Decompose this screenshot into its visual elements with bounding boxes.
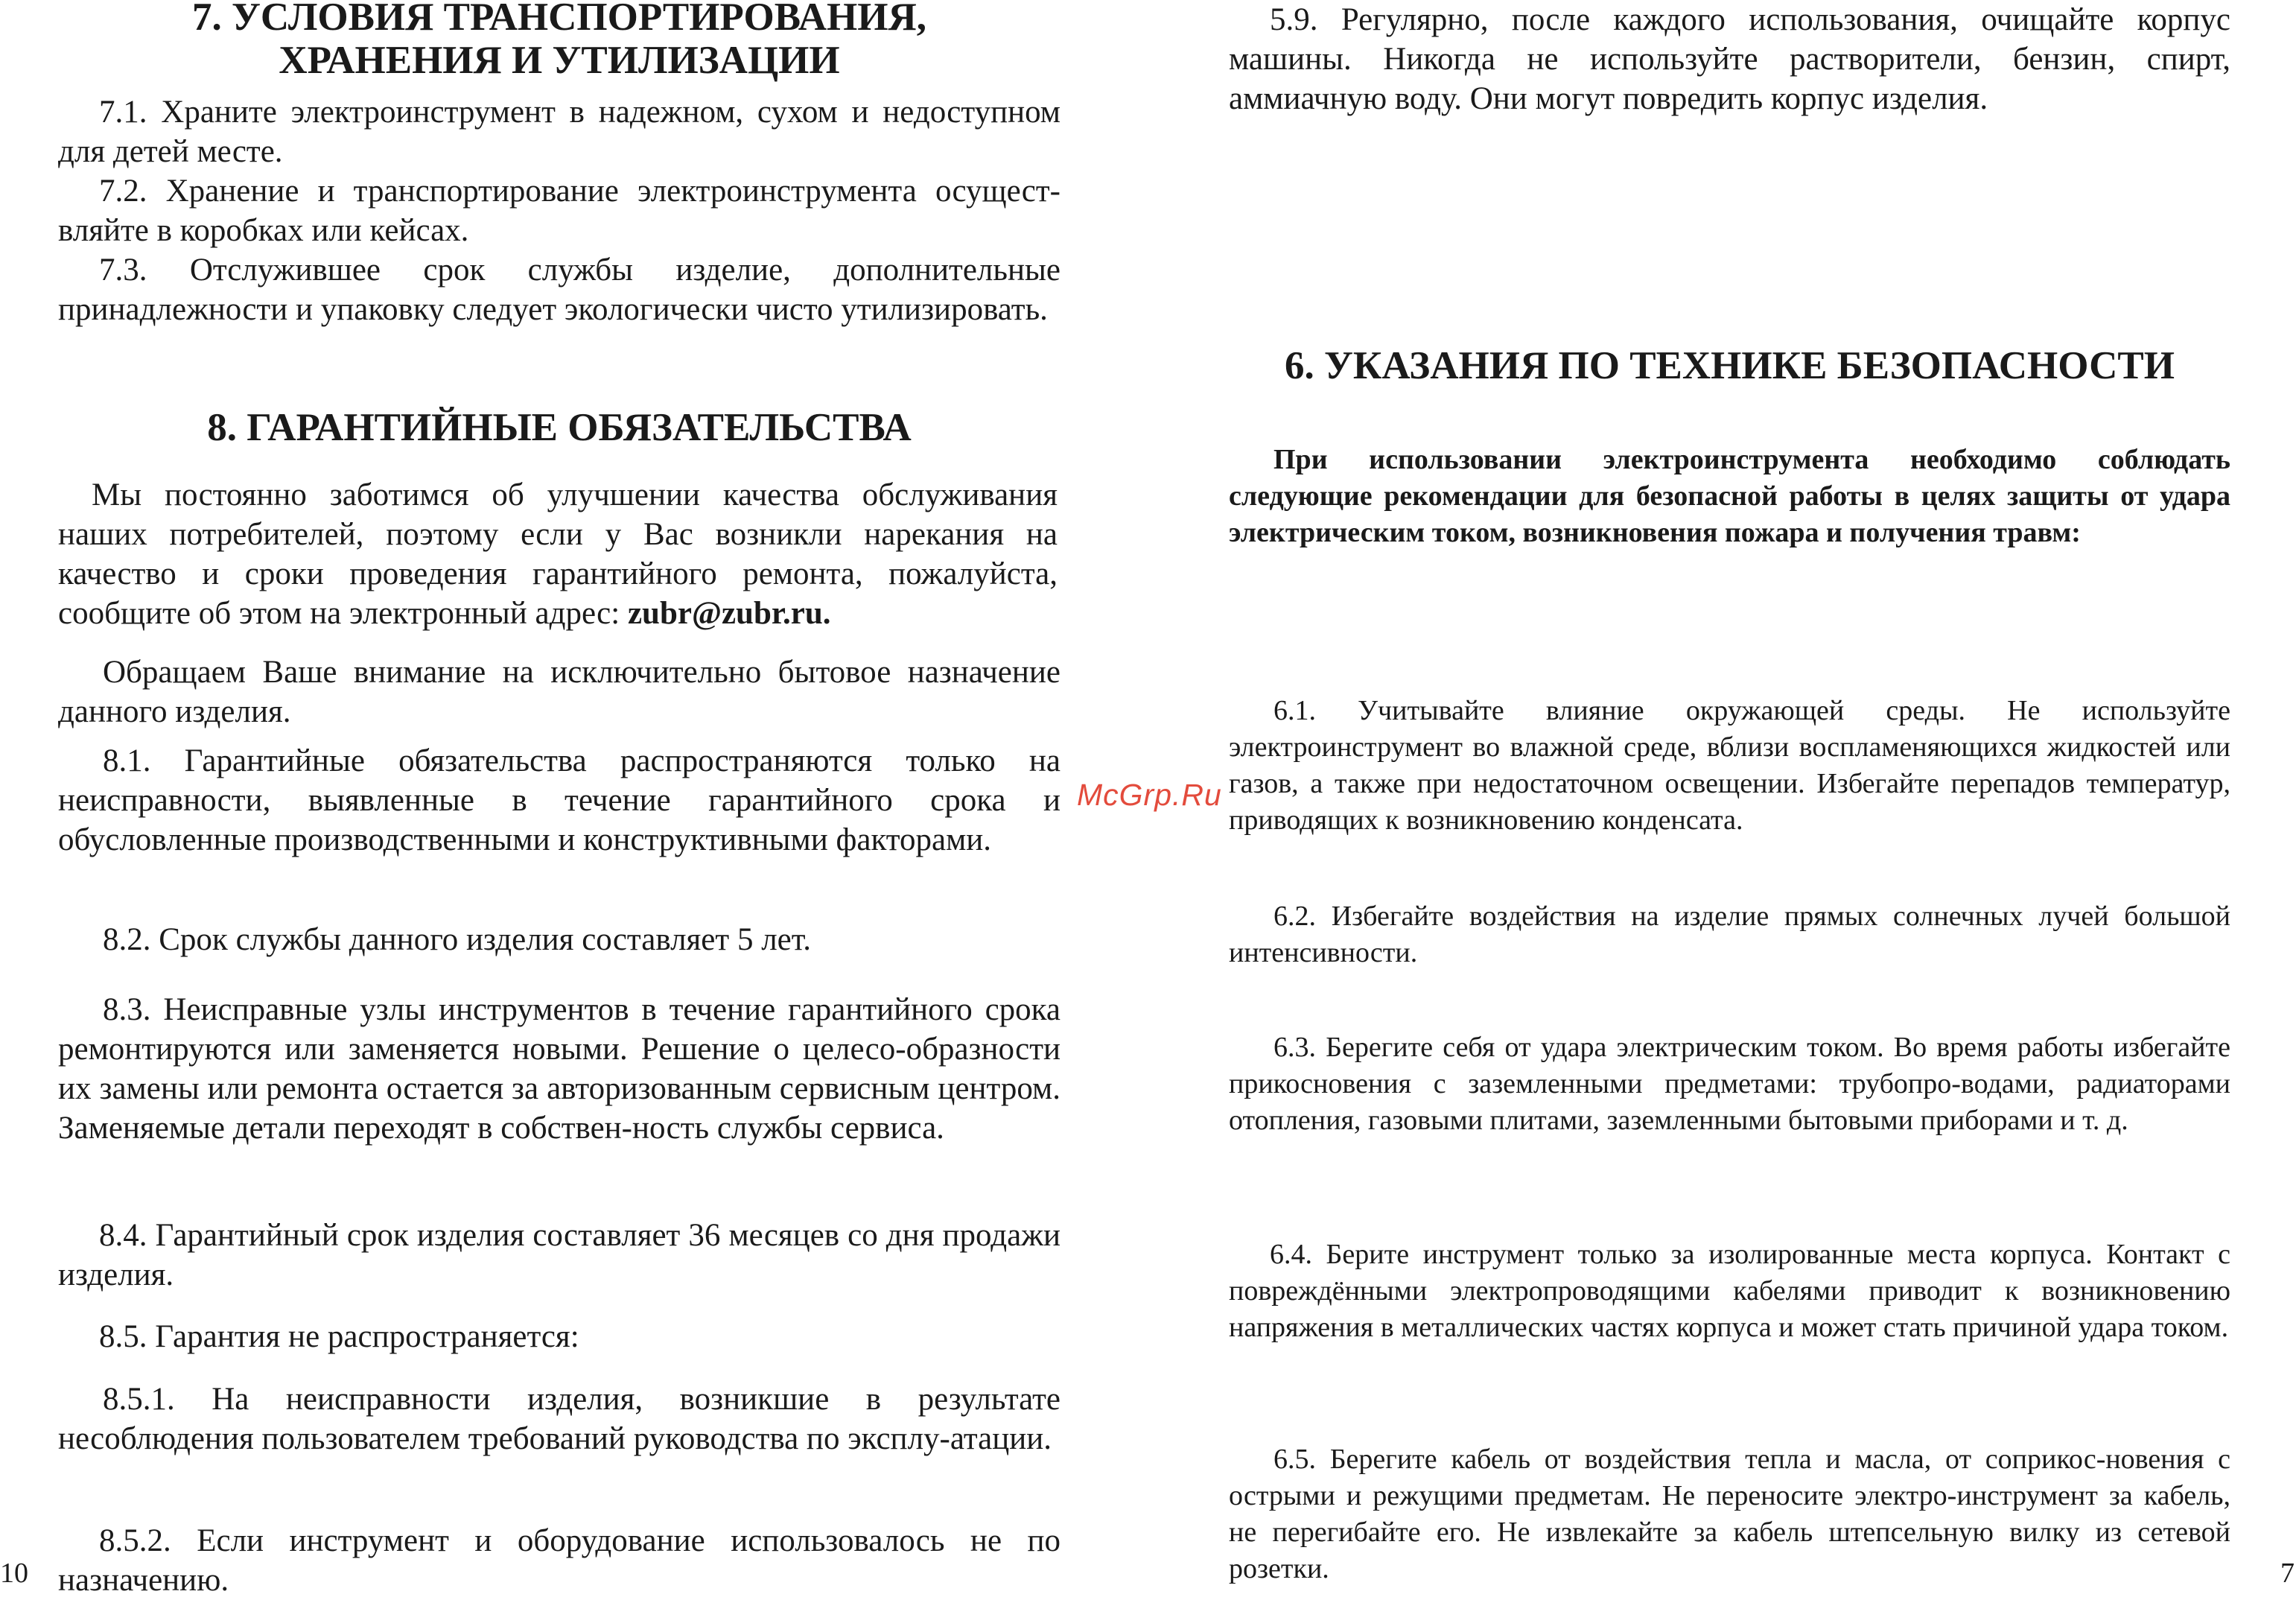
left-page-number: 10 [0,1558,28,1589]
paragraph-6-3: 6.3. Берегите себя от удара электрическим током. Во время работы избегайте прикосновения с заземленными предметами: трубопро-водами, радиаторами отопления, газовыми плитами, заземленными бытовыми приборами и т. д. [1229,1032,2230,1136]
paragraph-8-intro [58,475,1058,633]
email-link[interactable]: zubr@zubr.ru. [627,596,831,631]
section-7-title: 7. УСЛОВИЯ ТРАНСПОРТИРОВАНИЯ, ХРАНЕНИЯ И УТИЛИЗАЦИИ [192,0,926,82]
paragraph-8-1: 8.1. Гарантийные обязательства распространяются только на неисправности, выявленные в течение гарантийного срока и обусловленные производственными и конструктивными факторами. [58,743,1060,857]
paragraph-6-4: 6.4. Берите инструмент только за изолированные места корпуса. Контакт с повреждёнными электропроводящими кабелями приводит к возникновению напряжения в металлических частях корпуса и может стать причиной удара током. [1229,1239,2230,1343]
safety-lead-paragraph: При использовании электроинструмента необходимо соблюдать следующие рекомендации для безопасной работы в целях защиты от удара электрическим током, возникновения пожара и получения травм: [1229,444,2230,548]
paragraph-6-2: 6.2. Избегайте воздействия на изделие прямых солнечных лучей большой интенсивности. [1229,901,2230,968]
paragraph-6-5: 6.5. Берегите кабель от воздействия тепла и масла, от соприкос-новения с острыми и режущими предметам. Не переносите электро-инструмент за кабель, не перегибайте его. Не извлекайте за кабель штепсельную вилку из сетевой розетки. [1229,1444,2230,1584]
section-6-title: 6. УКАЗАНИЯ ПО ТЕХНИКЕ БЕЗОПАСНОСТИ [1285,344,2175,387]
paragraph-7-2: 7.2. Хранение и транспортирование электроинструмента осущест-вляйте в коробках или кейсах. [58,174,1060,248]
paragraph-8-3: 8.3. Неисправные узлы инструментов в течение гарантийного срока ремонтируются или заменяется новыми. Решение о целесо-образности их замены или ремонта остается за авторизованным сервисным центром. Заменяемые детали переходят в собствен-ность службы сервиса. [58,992,1060,1146]
paragraph-6-1: 6.1. Учитывайте влияние окружающей среды. Не используйте электроинструмент во влажной среде, вблизи воспламеняющихся жидкостей или газов, а также при недостаточном освещении. Избегайте перепадов температур, приводящих к возникновению конденсата. [1229,695,2230,836]
paragraph-7-3: 7.3. Отслужившее срок службы изделие, дополнительные принадлежности и упаковку следует экологически чисто утилизировать. [58,253,1060,327]
paragraph-5-9: 5.9. Регулярно, после каждого использования, очищайте корпус машины. Никогда не используйте растворители, бензин, спирт, аммиачную воду. Они могут повредить корпус изделия. [1229,2,2230,116]
paragraph-8-4: 8.4. Гарантийный срок изделия составляет 36 месяцев со дня продажи изделия. [58,1218,1060,1292]
right-page-number: 7 [2280,1558,2295,1589]
section-8-title: 8. ГАРАНТИЙНЫЕ ОБЯЗАТЕЛЬСТВА [207,406,912,449]
site-watermark: McGrp.Ru [1077,778,1222,812]
paragraph-8-2: 8.2. Срок службы данного изделия составляет 5 лет. [103,922,812,957]
intro-text: Мы постоянно заботимся об улучшении качества обслуживания наших потребителей, поэтому если у Вас возникли нарекания на качество и сроки проведения гарантийного ремонта, пожалуйста, сообщите об этом на электронный адрес: [58,477,1058,631]
paragraph-8-5-1: 8.5.1. На неисправности изделия, возникшие в результате несоблюдения пользователем требований руководства по эксплу-атации. [58,1382,1060,1456]
paragraph-8-5: 8.5. Гарантия не распространяется: [99,1319,579,1354]
paragraph-note: Обращаем Ваше внимание на исключительно бытовое назначение данного изделия. [58,655,1060,729]
paragraph-8-5-2: 8.5.2. Если инструмент и оборудование использовалось не по назначению. [58,1523,1060,1598]
paragraph-7-1: 7.1. Храните электроинструмент в надежном, сухом и недоступном для детей месте. [58,95,1060,169]
